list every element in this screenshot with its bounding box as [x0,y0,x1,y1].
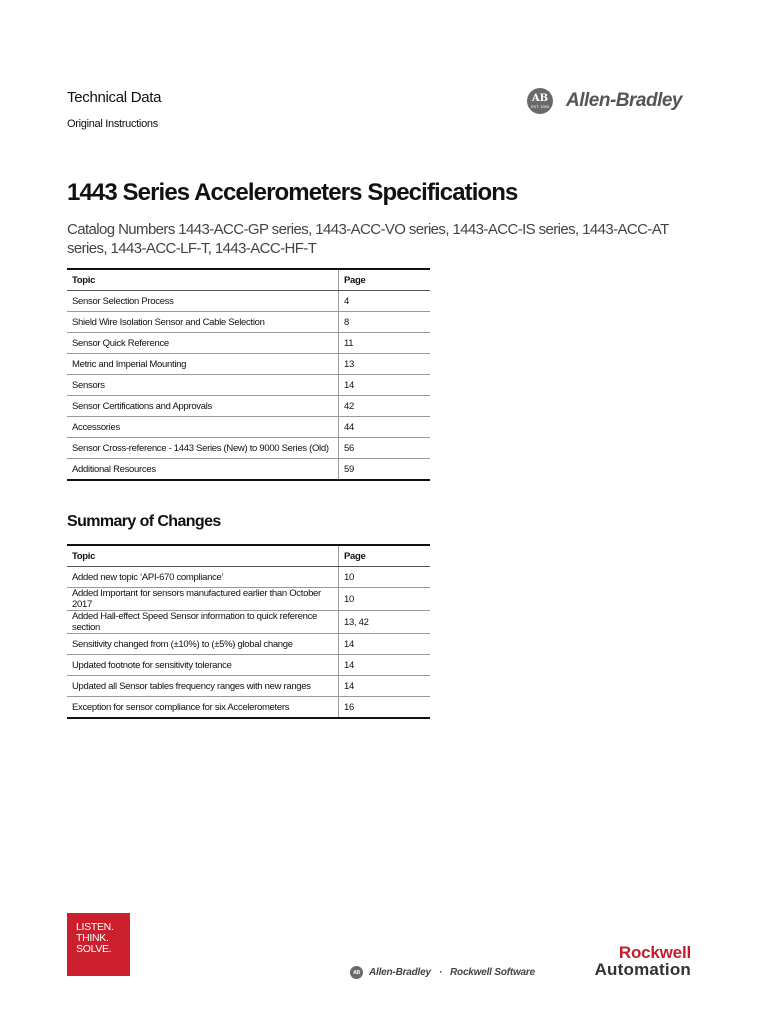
allen-bradley-logo-icon [527,88,553,114]
table-row [67,655,430,676]
footer-separator: · [438,967,443,978]
table-row [67,459,430,481]
table-row [67,588,430,611]
footer-brands [350,966,535,979]
toc-topic: Shield Wire Isolation Sensor and Cable Selection [67,312,339,333]
change-topic: Exception for sensor compliance for six Accelerometers [67,697,339,719]
table-header-row [67,269,430,291]
summary-heading: Summary of Changes [67,513,221,530]
toc-topic: Sensor Selection Process [67,291,339,312]
rockwell-automation-logo [557,944,691,978]
column-header-page: Page [339,269,431,291]
change-topic: Updated footnote for sensitivity tolerance [67,655,339,676]
column-header-topic: Topic [67,545,339,567]
footer-brand-allen-bradley: Allen-Bradley [369,967,431,978]
toc-topic: Metric and Imperial Mounting [67,354,339,375]
toc-topic: Sensor Quick Reference [67,333,339,354]
table-row [67,611,430,634]
table-row [67,333,430,354]
doc-type-label: Technical Data [67,89,162,106]
table-row [67,438,430,459]
toc-page: 59 [339,459,431,481]
footer-brand-rockwell-software: Rockwell Software [450,967,535,978]
change-page: 14 [339,676,431,697]
column-header-page: Page [339,545,431,567]
change-topic: Added Hall-effect Speed Sensor information to quick reference section [67,611,339,634]
logo-monogram: AB [531,92,549,104]
instructions-label: Original Instructions [67,118,158,130]
change-topic: Added Important for sensors manufactured earlier than October 2017 [67,588,339,611]
listen-think-solve-logo [67,913,130,976]
automation-word: Automation [594,960,691,979]
table-row [67,634,430,655]
table-row [67,291,430,312]
table-row [67,375,430,396]
logo-est: EST. 1903 [530,103,550,109]
toc-topic: Sensor Certifications and Approvals [67,396,339,417]
toc-page: 14 [339,375,431,396]
table-row [67,396,430,417]
change-topic: Added new topic ‘API-670 compliance’ [67,567,339,588]
table-row [67,697,430,719]
toc-page: 8 [339,312,431,333]
toc-table [67,268,430,481]
slogan-line: THINK. [76,932,109,944]
table-header-row [67,545,430,567]
toc-topic: Sensor Cross-reference - 1443 Series (New) to 9000 Series (Old) [67,438,339,459]
change-page: 10 [339,588,431,611]
table-row [67,354,430,375]
slogan-line: SOLVE. [76,943,112,955]
toc-topic: Additional Resources [67,459,339,481]
brand-name: Allen-Bradley [566,90,682,111]
toc-page: 4 [339,291,431,312]
change-page: 13, 42 [339,611,431,634]
column-header-topic: Topic [67,269,339,291]
table-row [67,312,430,333]
table-row [67,676,430,697]
toc-page: 42 [339,396,431,417]
summary-of-changes-table [67,544,430,719]
change-page: 16 [339,697,431,719]
slogan-line: LISTEN. [76,921,114,933]
change-page: 14 [339,634,431,655]
allen-bradley-small-icon: AB [350,966,363,979]
change-topic: Updated all Sensor tables frequency ranges with new ranges [67,676,339,697]
toc-page: 56 [339,438,431,459]
toc-topic: Sensors [67,375,339,396]
change-page: 14 [339,655,431,676]
toc-page: 13 [339,354,431,375]
toc-page: 44 [339,417,431,438]
catalog-numbers: Catalog Numbers 1443-ACC-GP series, 1443-ACC-VO series, 1443-ACC-IS series, 1443-ACC-AT series, 1443-ACC-LF-T, 1443-ACC-HF-T [67,221,669,257]
page-title: 1443 Series Accelerometers Specifications [67,179,518,206]
rockwell-word: Rockwell [618,943,691,962]
toc-page: 11 [339,333,431,354]
table-row [67,567,430,588]
change-page: 10 [339,567,431,588]
change-topic: Sensitivity changed from (±10%) to (±5%) global change [67,634,339,655]
table-row [67,417,430,438]
toc-topic: Accessories [67,417,339,438]
